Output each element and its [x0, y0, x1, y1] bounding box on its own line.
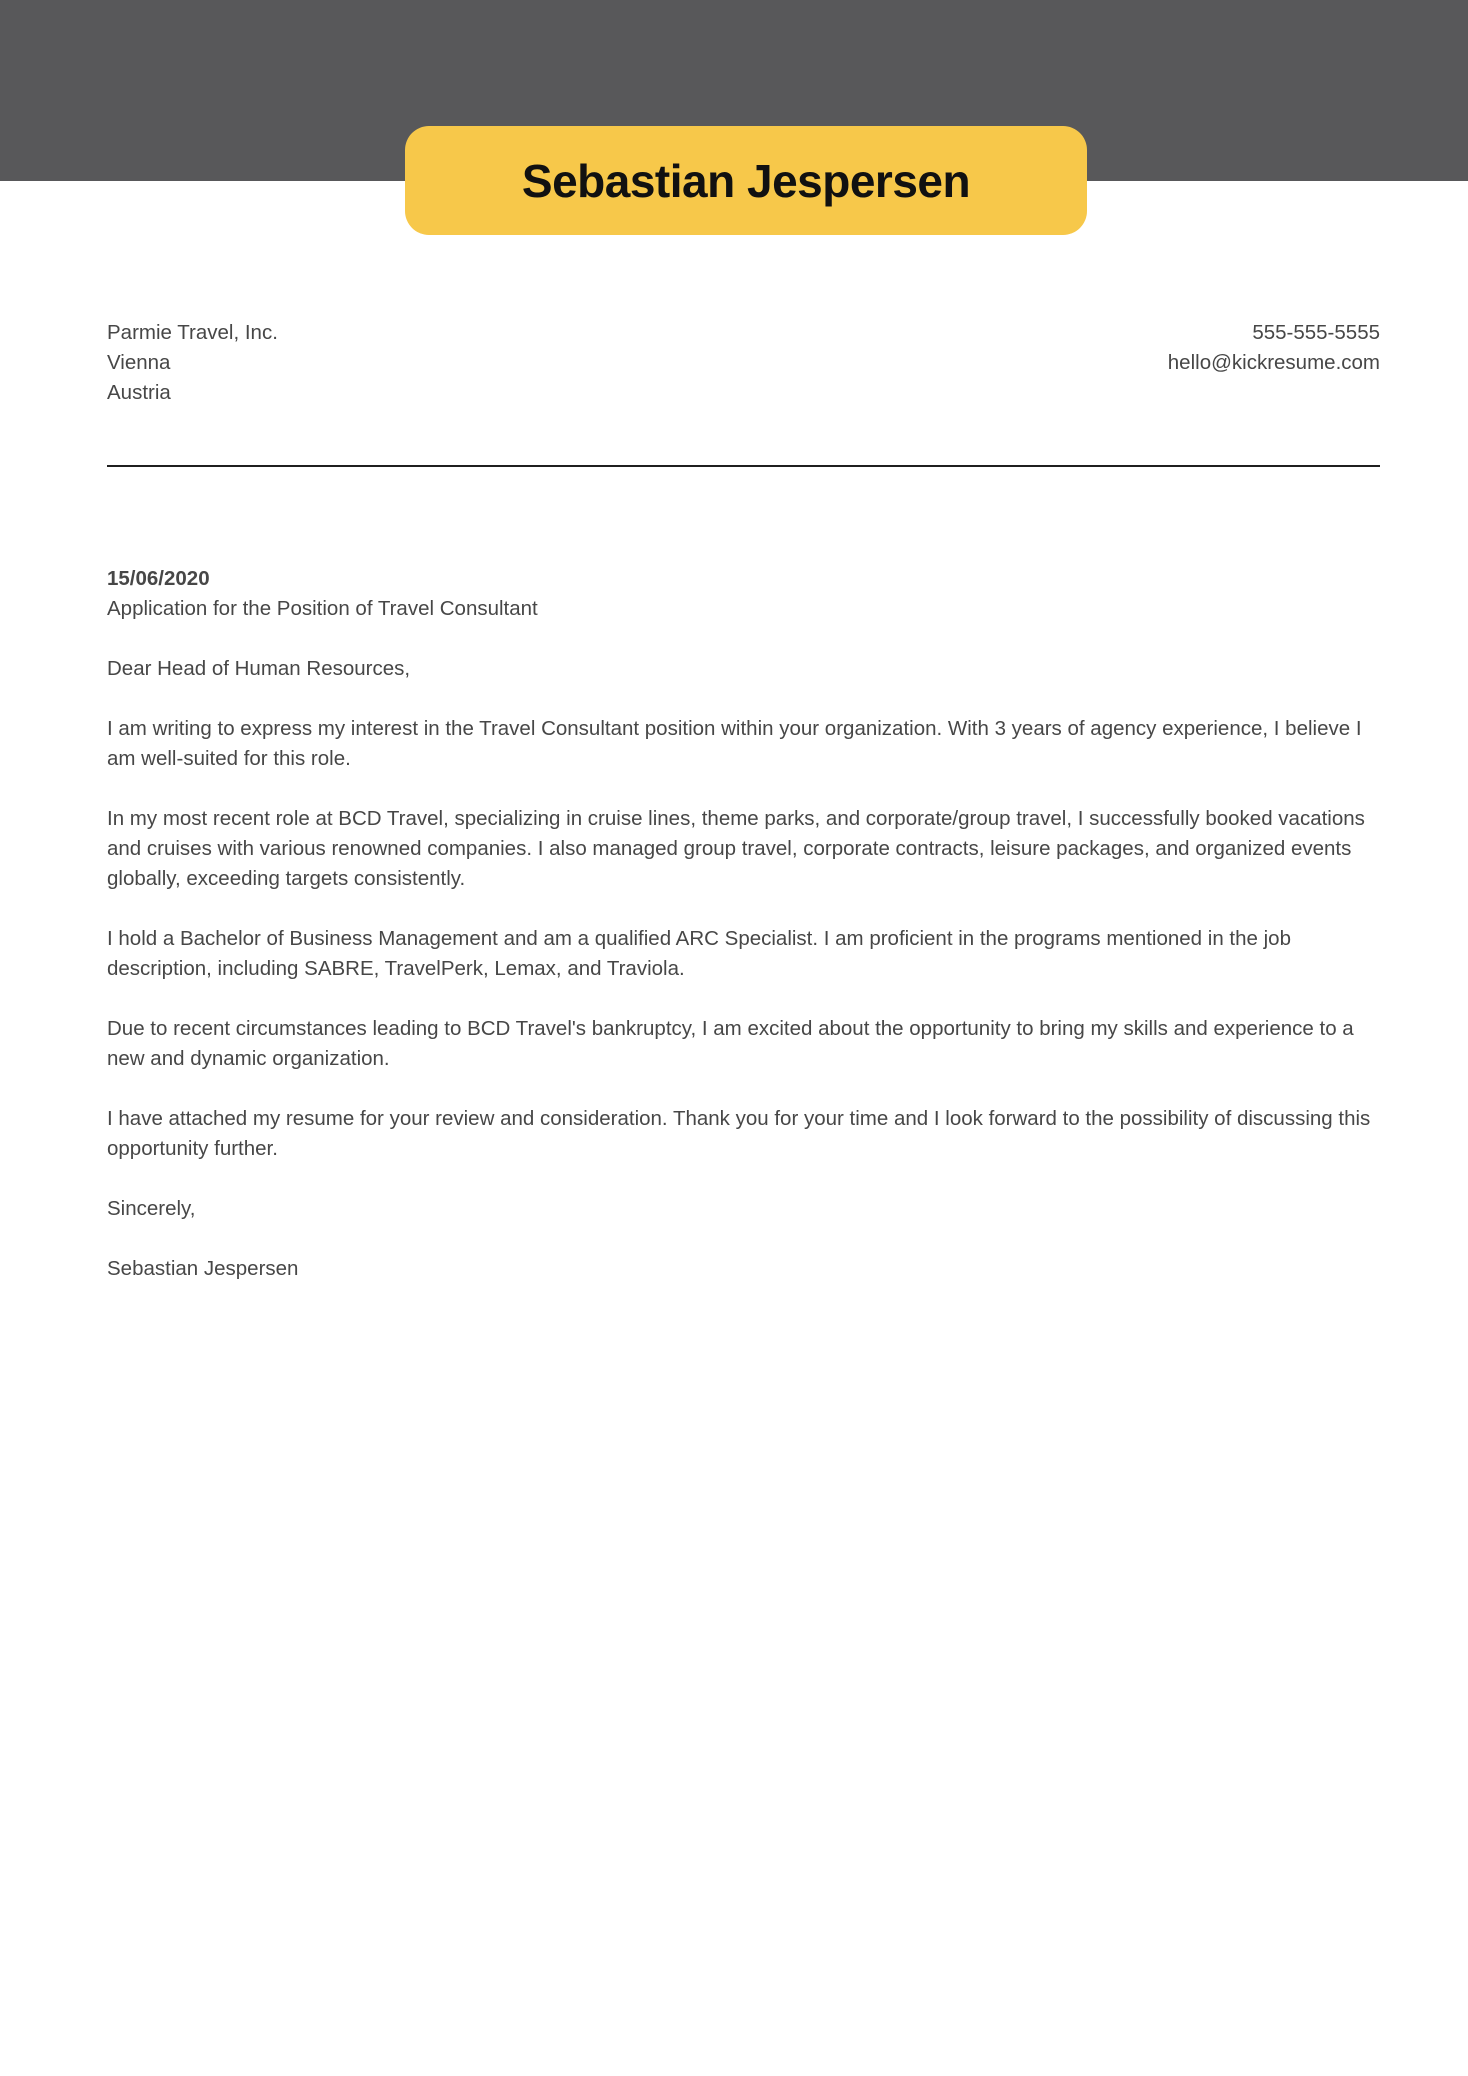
paragraph-1: I am writing to express my interest in the Travel Consultant position within your organization. With 3 years of agency experience, I believe I am well-suited for this role. — [107, 717, 1362, 770]
letter-subject: Application for the Position of Travel Consultant — [107, 597, 538, 620]
date-subject-block — [107, 564, 1380, 624]
paragraph-2: In my most recent role at BCD Travel, specializing in cruise lines, theme parks, and corporate/group travel, I successfully booked vacations and cruises with various renowned companies. I also managed group travel, corporate contracts, leisure packages, and organized events globally, exceeding targets consistently. — [107, 807, 1365, 890]
recipient-country: Austria — [107, 381, 171, 404]
letter-body — [107, 564, 1380, 1284]
signature: Sebastian Jespersen — [107, 1257, 299, 1280]
paragraph-5: I have attached my resume for your review and consideration. Thank you for your time and I look forward to the possibility of discussing this opportunity further. — [107, 1107, 1371, 1160]
applicant-name: Sebastian Jespersen — [521, 154, 971, 207]
letter-content — [107, 0, 1380, 1314]
recipient-company: Parmie Travel, Inc. — [107, 321, 278, 344]
paragraph-4: Due to recent circumstances leading to BCD Travel's bankruptcy, I am excited about the opportunity to bring my skills and experience to a new and dynamic organization. — [107, 1017, 1354, 1070]
sender-email: hello@kickresume.com — [1167, 351, 1380, 374]
sender-contact — [1168, 318, 1380, 378]
sender-phone: 555-555-5555 — [1252, 321, 1380, 344]
recipient-address — [107, 318, 278, 408]
letter-date: 15/06/2020 — [107, 567, 210, 590]
contact-row — [107, 318, 1380, 408]
recipient-city: Vienna — [107, 351, 171, 374]
paragraph-3: I hold a Bachelor of Business Management and am a qualified ARC Specialist. I am proficient in the programs mentioned in the job description, including SABRE, TravelPerk, Lemax, and Traviola. — [107, 927, 1291, 980]
closing: Sincerely, — [107, 1197, 196, 1220]
salutation: Dear Head of Human Resources, — [107, 657, 411, 680]
header-divider — [107, 465, 1380, 467]
